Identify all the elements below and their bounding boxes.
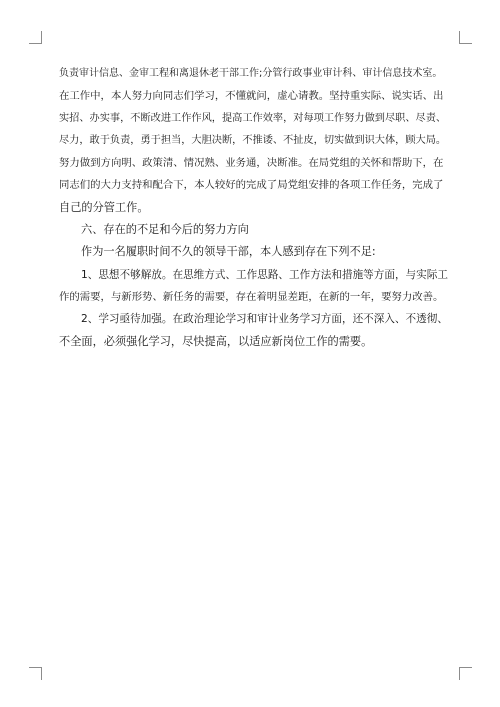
list-item-2: 2、学习亟待加强。在政治理论学习和审计业务学习方面，还不深入、不透彻、	[81, 313, 448, 326]
bottom-right-corner-mark	[459, 667, 472, 680]
text-line: 在工作中，本人努力向同志们学习，不懂就问，虚心请教。坚持重实际、说实话、出	[59, 90, 444, 103]
text-line: 同志们的大力支持和配合下，本人较好的完成了局党组安排的各项工作任务，完成了	[59, 179, 444, 192]
section-heading: 六、存在的不足和今后的努力方向	[81, 223, 249, 237]
list-item-1: 1、思想不够解放。在思维方式、工作思路、工作方法和措施等方面，与实际工	[81, 268, 448, 281]
bottom-left-corner-mark	[29, 667, 42, 680]
text-line: 努力做到方向明、政策清、情况熟、业务通，决断准。在局党组的关怀和帮助下，在	[59, 157, 444, 170]
top-left-corner-mark	[29, 31, 42, 44]
text-line: 尽力，敢于负责，勇于担当，大胆决断，不推诿、不扯皮，切实做到识大体，顾大局。	[59, 134, 447, 146]
text-line: 自己的分管工作。	[59, 200, 149, 214]
text-line: 作的需要，与新形势、新任务的需要，存在着明显差距，在新的一年，要努力改善。	[59, 290, 444, 303]
top-right-corner-mark	[459, 31, 472, 44]
text-line: 作为一名履职时间不久的领导干部，本人感到存在下列不足:	[81, 245, 376, 259]
text-line: 不全面，必须强化学习，尽快提高，以适应新岗位工作的需要。	[59, 334, 373, 348]
document-body	[59, 63, 449, 353]
text-line: 负责审计信息、金审工程和离退休老干部工作;分管行政事业审计科、审计信息技术室。	[59, 68, 443, 79]
text-line: 实招、办实事，不断改进工作作风，提高工作效率，对每项工作努力做到尽职、尽责、	[59, 112, 447, 124]
